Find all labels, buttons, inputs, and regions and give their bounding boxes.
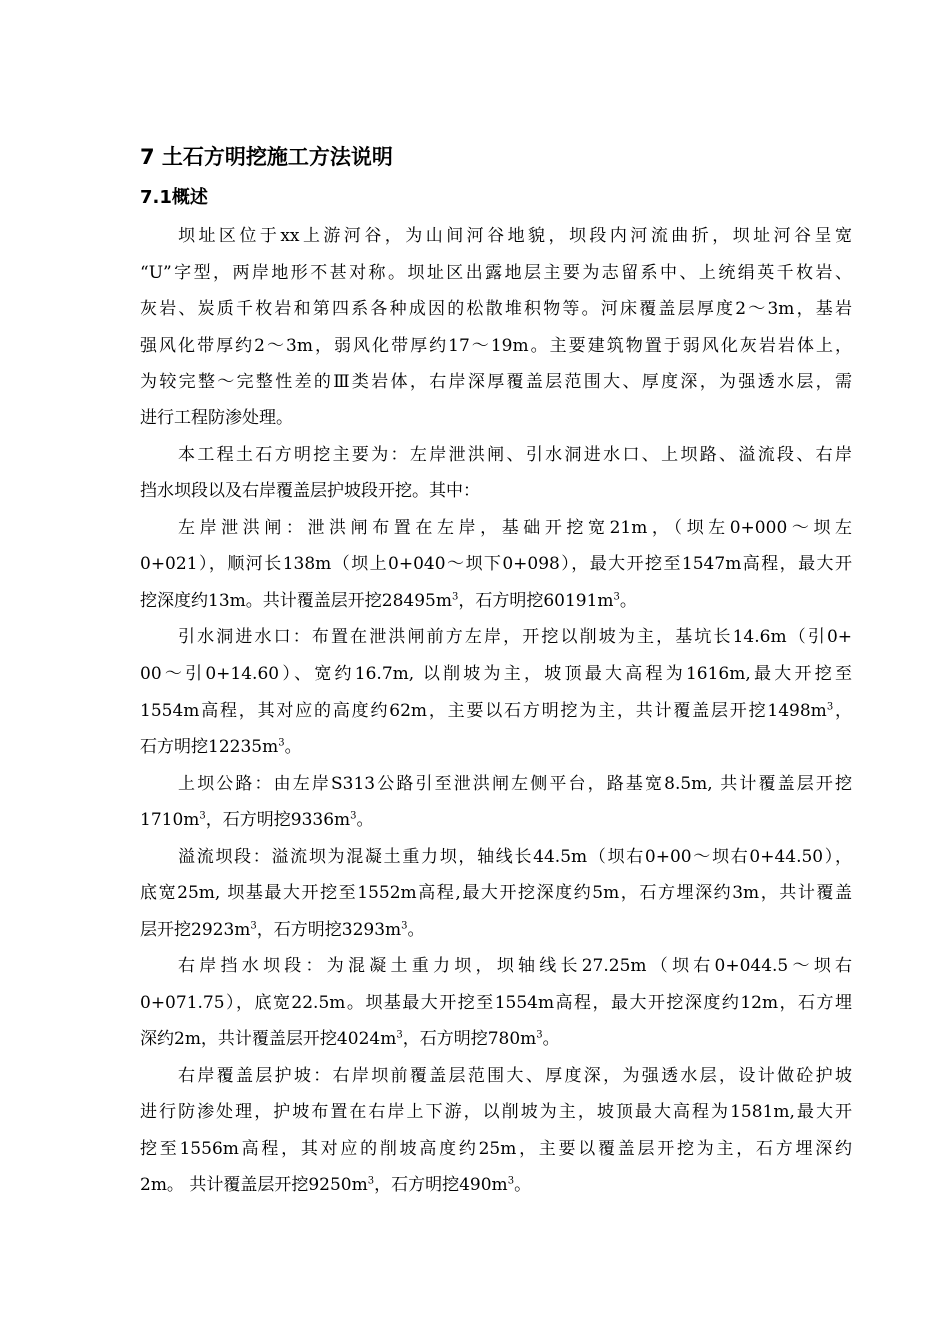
body-line: 强风化带厚约2～3m，弱风化带厚约17～19m。主要建筑物置于弱风化灰岩岩体上， — [140, 336, 852, 356]
body-line: 00～引0+14.60）、宽约16.7m, 以削坡为主，坡顶最大高程为1616m,最大开挖至 — [140, 664, 852, 684]
body-line: 挖深度约13m。共计覆盖层开挖$28495m^3$，石方明挖$60191m^3$。 — [140, 591, 637, 611]
body-line: 0+071.75），底宽22.5m。坝基最大开挖至1554m高程，最大开挖深度约12m，石方埋 — [140, 993, 852, 1013]
body-line: “U”字型，两岸地形不甚对称。坝址区出露地层主要为志留系中、上统绢英千枚岩、 — [140, 263, 852, 283]
body-line: $1710m^3$，石方明挖$9336m^3$。 — [140, 810, 374, 830]
body-line: 本工程土石方明挖主要为：左岸泄洪闸、引水洞进水口、上坝路、溢流段、右岸 — [178, 445, 852, 465]
body-line: 坝址区位于xx上游河谷，为山间河谷地貌，坝段内河流曲折，坝址河谷呈宽 — [178, 226, 852, 246]
body-line: 2m。 共计覆盖层开挖$9250m^3$，石方明挖$490m^3$。 — [140, 1175, 532, 1195]
body-line: 进行工程防渗处理。 — [140, 408, 293, 428]
body-line: 底宽25m, 坝基最大开挖至1552m高程,最大开挖深度约5m，石方埋深约3m，共计覆盖 — [140, 883, 852, 903]
body-line: 挡水坝段以及右岸覆盖层护坡段开挖。其中： — [140, 481, 480, 501]
body-line: 右岸挡水坝段：为混凝土重力坝，坝轴线长27.25m（坝右0+044.5～坝右 — [178, 956, 852, 976]
body-line: 为较完整～完整性差的Ⅲ类岩体，右岸深厚覆盖层范围大、厚度深，为强透水层，需 — [140, 372, 852, 392]
body-line: 挖至1556m高程，其对应的削坡高度约25m，主要以覆盖层开挖为主，石方埋深约 — [140, 1139, 852, 1159]
body-line: 上坝公路：由左岸S313公路引至泄洪闸左侧平台，路基宽8.5m, 共计覆盖层开挖 — [178, 774, 852, 794]
body-line: 层开挖$2923m^3$，石方明挖$3293m^3$。 — [140, 920, 425, 940]
body-line: 0+021），顺河长138m（坝上0+040～坝下0+098），最大开挖至1547m高程，最大开 — [140, 554, 852, 574]
body-line: 1554m高程，其对应的高度约62m，主要以石方明挖为主，共计覆盖层开挖$1498m^3$， — [140, 701, 852, 721]
body-line: 左岸泄洪闸：泄洪闸布置在左岸，基础开挖宽21m，（坝左0+000～坝左 — [178, 518, 852, 538]
body-line: 石方明挖$12235m^3$。 — [140, 737, 302, 757]
section-heading: 7.1概述 — [140, 187, 208, 208]
body-line: 引水洞进水口：布置在泄洪闸前方左岸，开挖以削坡为主，基坑长14.6m（引0+ — [178, 627, 852, 647]
body-line: 溢流坝段：溢流坝为混凝土重力坝，轴线长44.5m（坝右0+00～坝右0+44.50）， — [178, 847, 852, 867]
body-line: 深约2m，共计覆盖层开挖$4024m^3$，石方明挖$780m^3$。 — [140, 1029, 560, 1049]
body-line: 灰岩、炭质千枚岩和第四系各种成因的松散堆积物等。河床覆盖层厚度2～3m，基岩 — [140, 299, 852, 319]
body-line: 进行防渗处理，护坡布置在右岸上下游，以削坡为主，坡顶最大高程为1581m,最大开 — [140, 1102, 852, 1122]
body-line: 右岸覆盖层护坡：右岸坝前覆盖层范围大、厚度深，为强透水层，设计做砼护坡 — [178, 1066, 852, 1086]
chapter-heading: 7 土石方明挖施工方法说明 — [140, 145, 393, 169]
